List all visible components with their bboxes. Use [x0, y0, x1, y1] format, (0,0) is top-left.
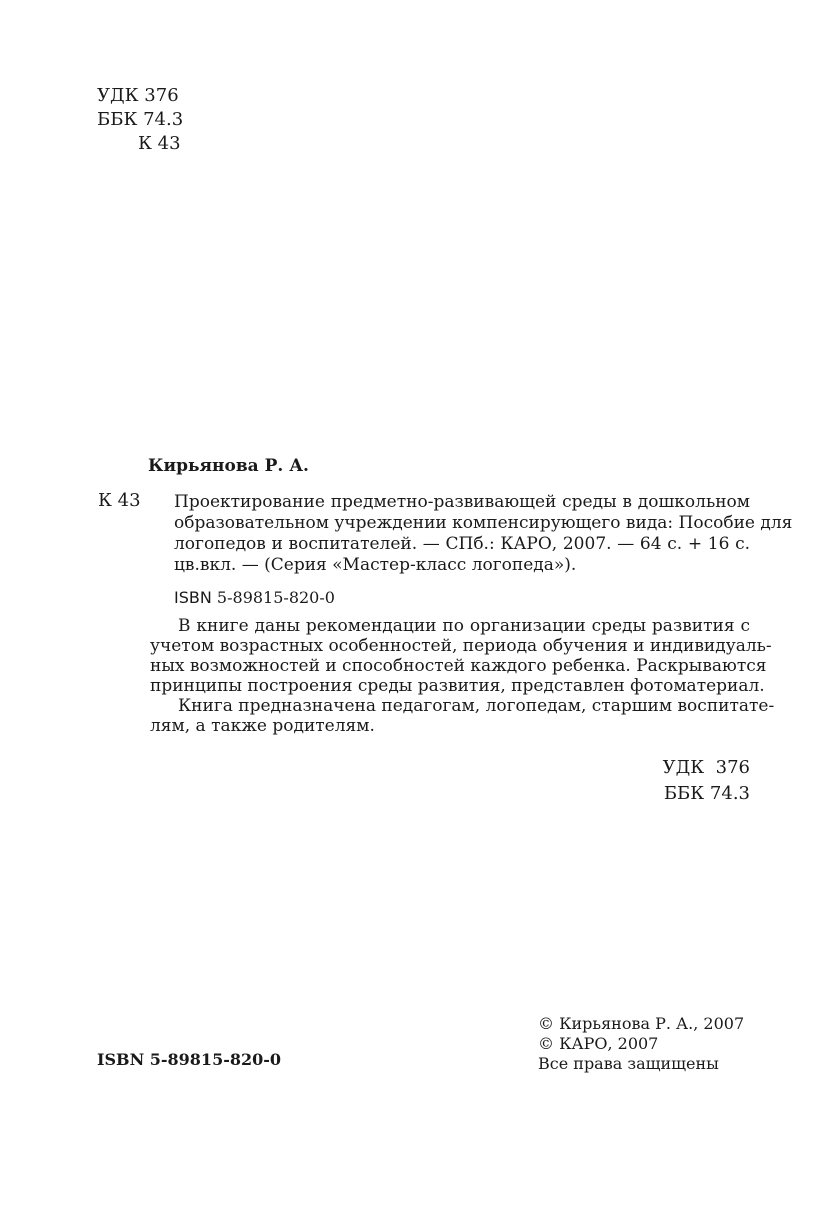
- annotation-line: учетом возрастных особенностей, периода обучения и индивидуаль-: [150, 636, 772, 656]
- isbn-number: 5-89815-820-0: [216, 588, 335, 607]
- copyright-block: [538, 1014, 744, 1074]
- isbn-footer: ISBN 5-89815-820-0: [97, 1050, 282, 1069]
- annotation-line: лям, а также родителям.: [150, 716, 375, 736]
- isbn-line: [174, 588, 335, 607]
- bbk-code: ББК 74.3: [663, 783, 750, 804]
- udk-code: УДК 376: [662, 757, 750, 778]
- udk-code: УДК 376: [97, 85, 179, 106]
- bbk-code: ББК 74.3: [97, 109, 184, 130]
- biblio-line: логопедов и воспитателей. — СПб.: КАРО, 2007. — 64 с. + 16 с.: [174, 534, 750, 554]
- cutter-code: К 43: [138, 133, 181, 154]
- bibliographic-record: [174, 492, 793, 576]
- annotation-line: ных возможностей и способностей каждого ребенка. Раскрываются: [150, 656, 767, 676]
- biblio-line: Проектирование предметно-развивающей среды в дошкольном: [174, 492, 750, 512]
- annotation-line: принципы построения среды развития, представлен фотоматериал.: [150, 676, 765, 696]
- annotation-line: В книге даны рекомендации по организации среды развития с: [178, 616, 750, 636]
- author-name: Кирьянова Р. А.: [148, 456, 309, 476]
- biblio-line: цв.вкл. — (Серия «Мастер-класс логопеда»).: [174, 555, 577, 575]
- annotation: [150, 616, 775, 736]
- copyright-author: © Кирьянова Р. А., 2007: [538, 1014, 745, 1033]
- cutter-mark: К 43: [98, 490, 141, 511]
- classification-codes-top: [97, 84, 183, 156]
- classification-codes-bottom: [600, 755, 750, 807]
- biblio-line: образовательном учреждении компенсирующего вида: Пособие для: [174, 513, 793, 533]
- isbn-label: ISBN: [174, 588, 212, 607]
- annotation-line: Книга предназначена педагогам, логопедам, старшим воспитате-: [178, 696, 775, 716]
- copyright-publisher: © КАРО, 2007: [538, 1034, 659, 1053]
- rights-reserved: Все права защищены: [538, 1054, 719, 1073]
